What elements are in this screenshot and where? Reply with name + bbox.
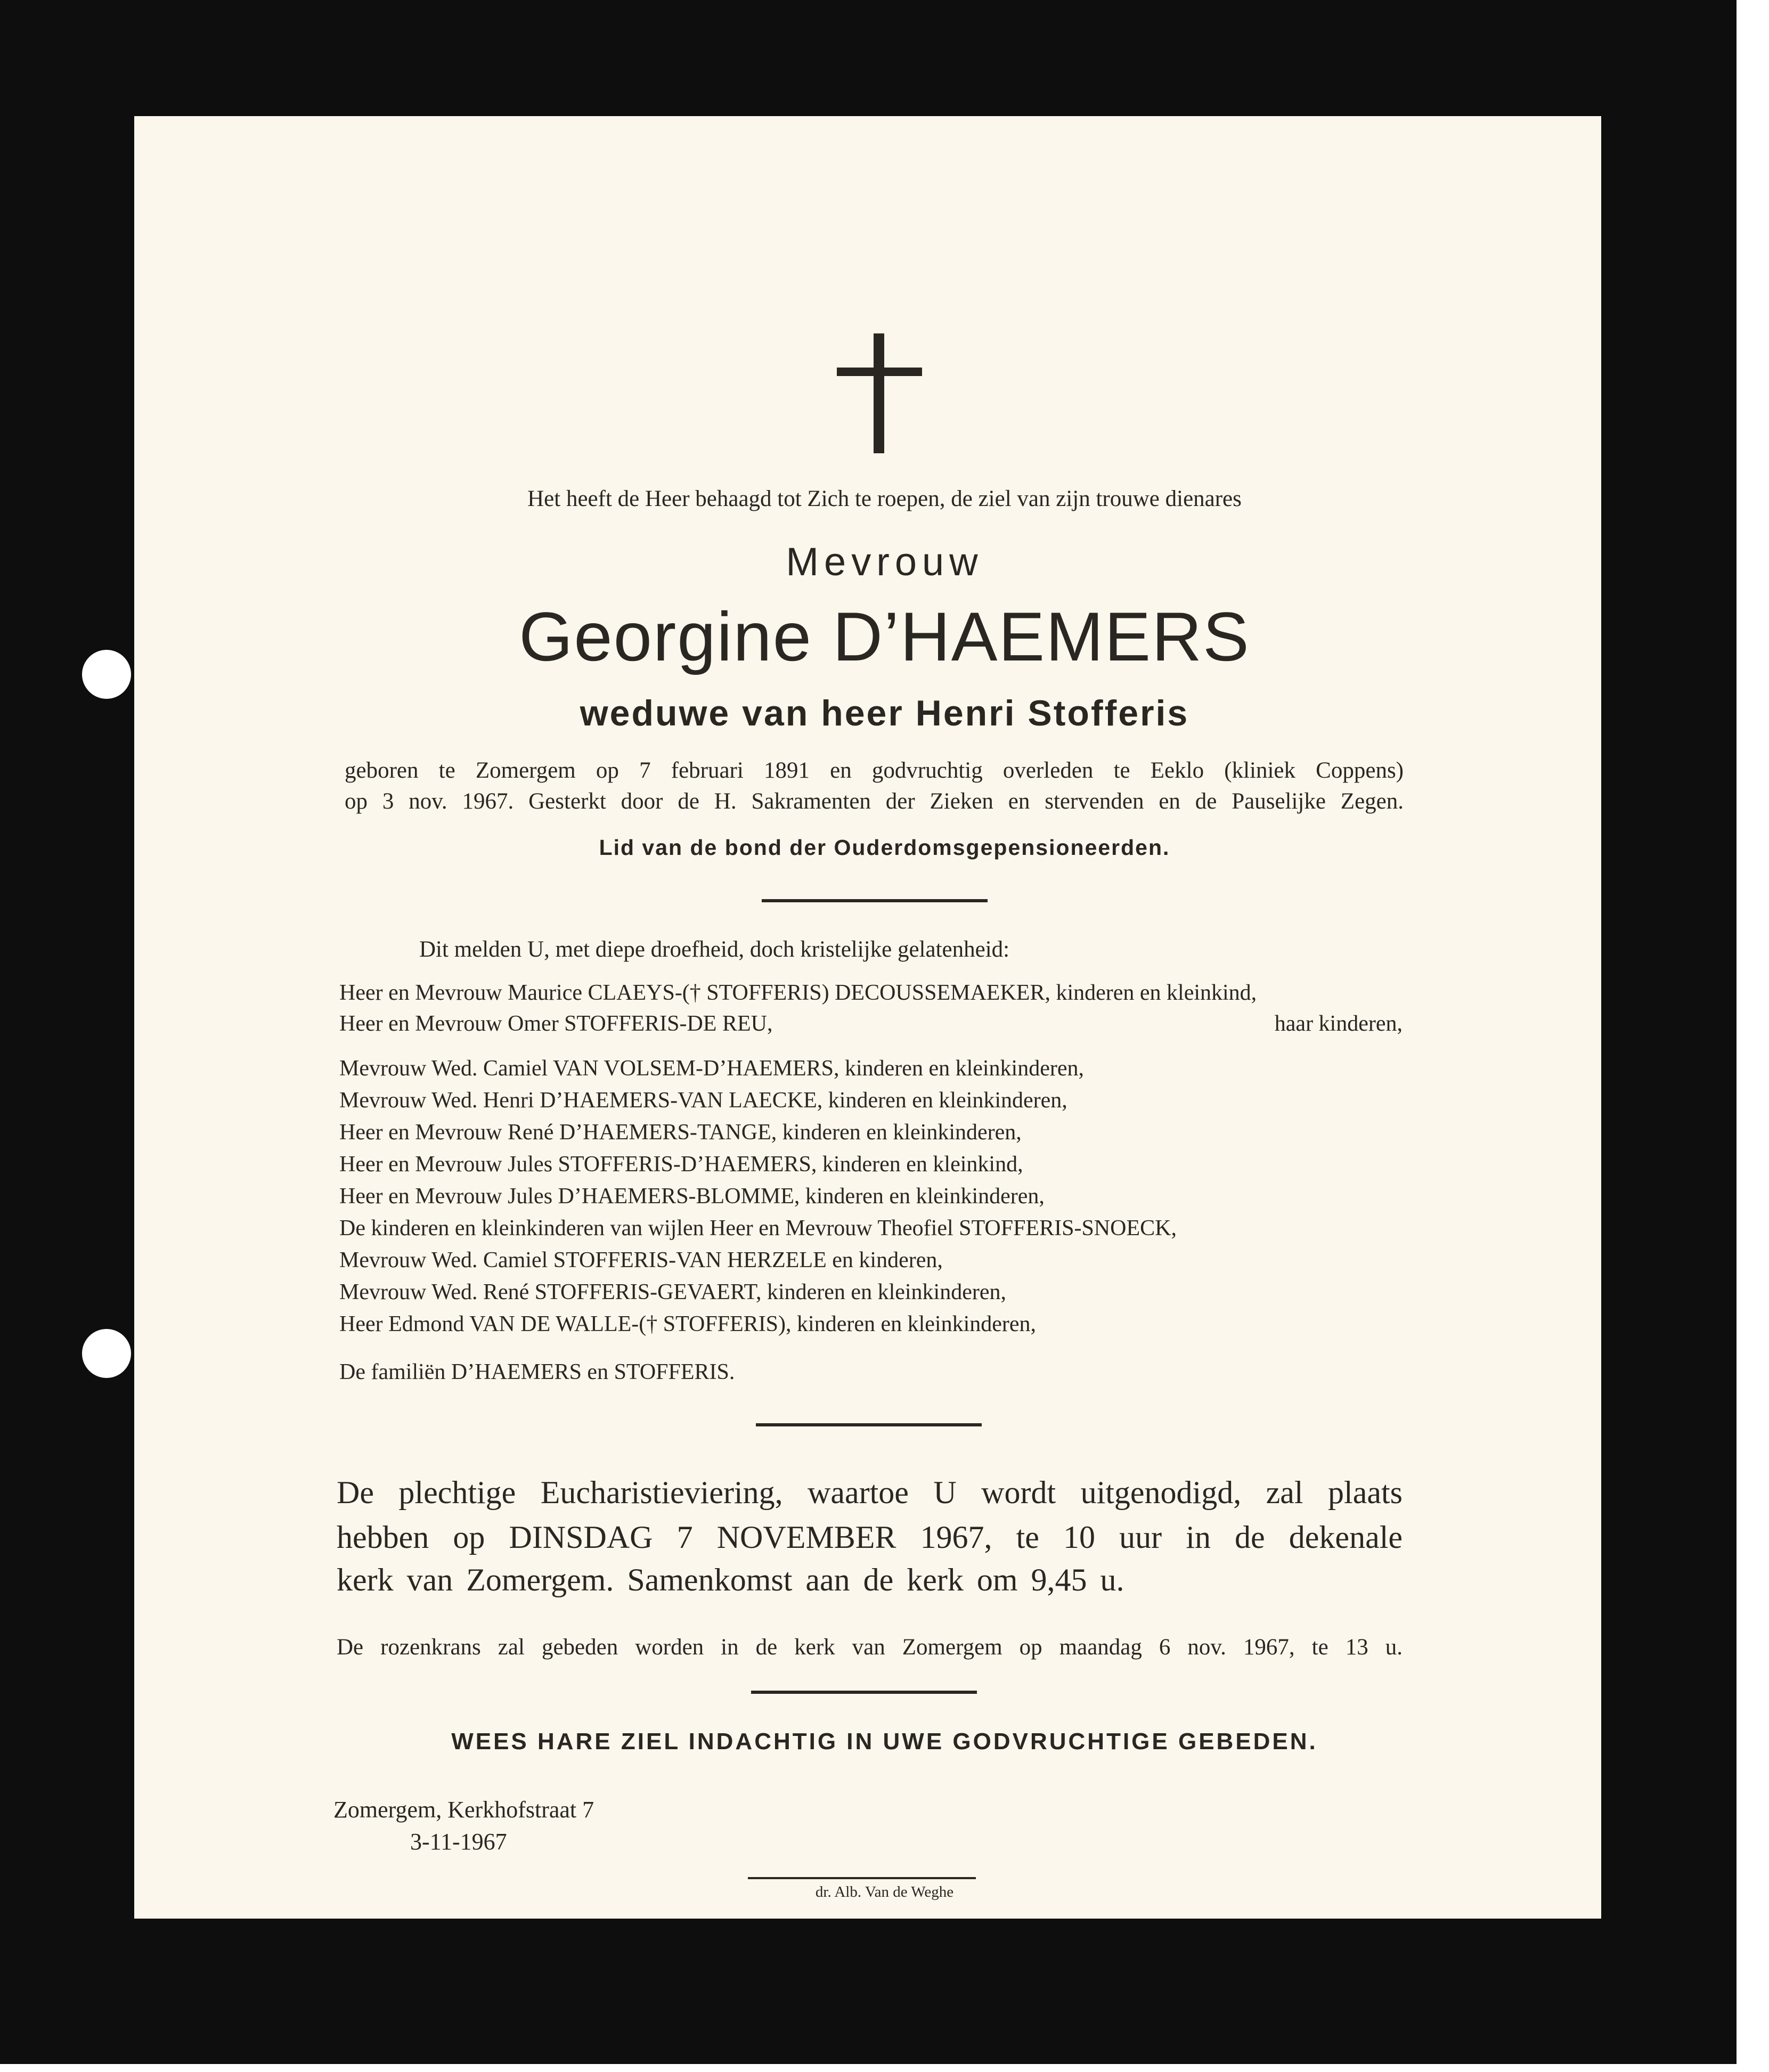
rosary-text: De rozenkrans zal gebeden worden in de kerk van Zomergem op maandag 6 nov. 1967, te 13 u. [337,1635,1403,1660]
divider-1 [762,899,988,902]
list-item: Heer Edmond VAN DE WALLE-(† STOFFERIS), kinderen en kleinkinderen, [339,1312,1037,1336]
list-item: Mevrouw Wed. René STOFFERIS-GEVAERT, kinderen en kleinkinderen, [339,1280,1006,1304]
mourner-line-2 [339,1011,1403,1037]
mourners-intro: Dit melden U, met diepe droefheid, doch kristelijke gelatenheid: [419,937,1010,962]
list-item: Heer en Mevrouw Jules D’HAEMERS-BLOMME, kinderen en kleinkinderen, [339,1184,1045,1209]
birth-death-line-2: op 3 nov. 1967. Gesterkt door de H. Sakramenten der Zieken en stervenden en de Pauselijke Zegen. [345,789,1404,814]
list-item: De kinderen en kleinkinderen van wijlen Heer en Mevrouw Theofiel STOFFERIS-SNOECK, [339,1216,1177,1241]
printer-credit: dr. Alb. Van de Weghe [815,1883,954,1900]
service-line-2: hebben op DINSDAG 7 NOVEMBER 1967, te 10 uur in de dekenale [337,1520,1403,1555]
address-text: Zomergem, Kerkhofstraat 7 [333,1797,594,1823]
list-item: Heer en Mevrouw Jules STOFFERIS-D’HAEMERS, kinderen en kleinkind, [339,1152,1023,1177]
punch-hole-lower [82,1329,131,1378]
date-text: 3-11-1967 [410,1829,507,1855]
divider-2 [756,1423,982,1426]
divider-3 [751,1691,977,1694]
closing-prayer: WEES HARE ZIEL INDACHTIG IN UWE GODVRUCHTIGE GEBEDEN. [451,1728,1318,1755]
mourner-line-2-suffix: haar kinderen, [1274,1011,1403,1036]
deceased-title: Mevrouw [786,540,983,584]
mourner-line-2-name: Heer en Mevrouw Omer STOFFERIS-DE REU, [339,1011,773,1036]
cross-icon [837,333,922,453]
intro-text: Het heeft de Heer behaagd tot Zich te roepen, de ziel van zijn trouwe dienares [527,486,1242,511]
families-line: De familiën D’HAEMERS en STOFFERIS. [339,1360,735,1384]
list-item: Mevrouw Wed. Henri D’HAEMERS-VAN LAECKE, kinderen en kleinkinderen, [339,1088,1067,1113]
mourner-line-1: Heer en Mevrouw Maurice CLAEYS-(† STOFFERIS) DECOUSSEMAEKER, kinderen en kleinkind, [339,981,1257,1005]
widow-of-text: weduwe van heer Henri Stofferis [580,693,1189,733]
service-line-3: kerk van Zomergem. Samenkomst aan de kerk om 9,45 u. [337,1562,1124,1597]
list-item: Mevrouw Wed. Camiel STOFFERIS-VAN HERZELE en kinderen, [339,1248,943,1272]
birth-death-line-1: geboren te Zomergem op 7 februari 1891 en godvruchtig overleden te Eeklo (kliniek Coppens) [345,758,1404,783]
list-item: Mevrouw Wed. Camiel VAN VOLSEM-D’HAEMERS, kinderen en kleinkinderen, [339,1056,1084,1081]
printer-rule [748,1877,976,1879]
deceased-name: Georgine D’HAEMERS [519,598,1250,675]
service-line-1: De plechtige Eucharistieviering, waartoe U wordt uitgenodigd, zal plaats [337,1475,1403,1510]
membership-text: Lid van de bond der Ouderdomsgepensioneerden. [599,835,1170,860]
list-item: Heer en Mevrouw René D’HAEMERS-TANGE, kinderen en kleinkinderen, [339,1120,1022,1145]
